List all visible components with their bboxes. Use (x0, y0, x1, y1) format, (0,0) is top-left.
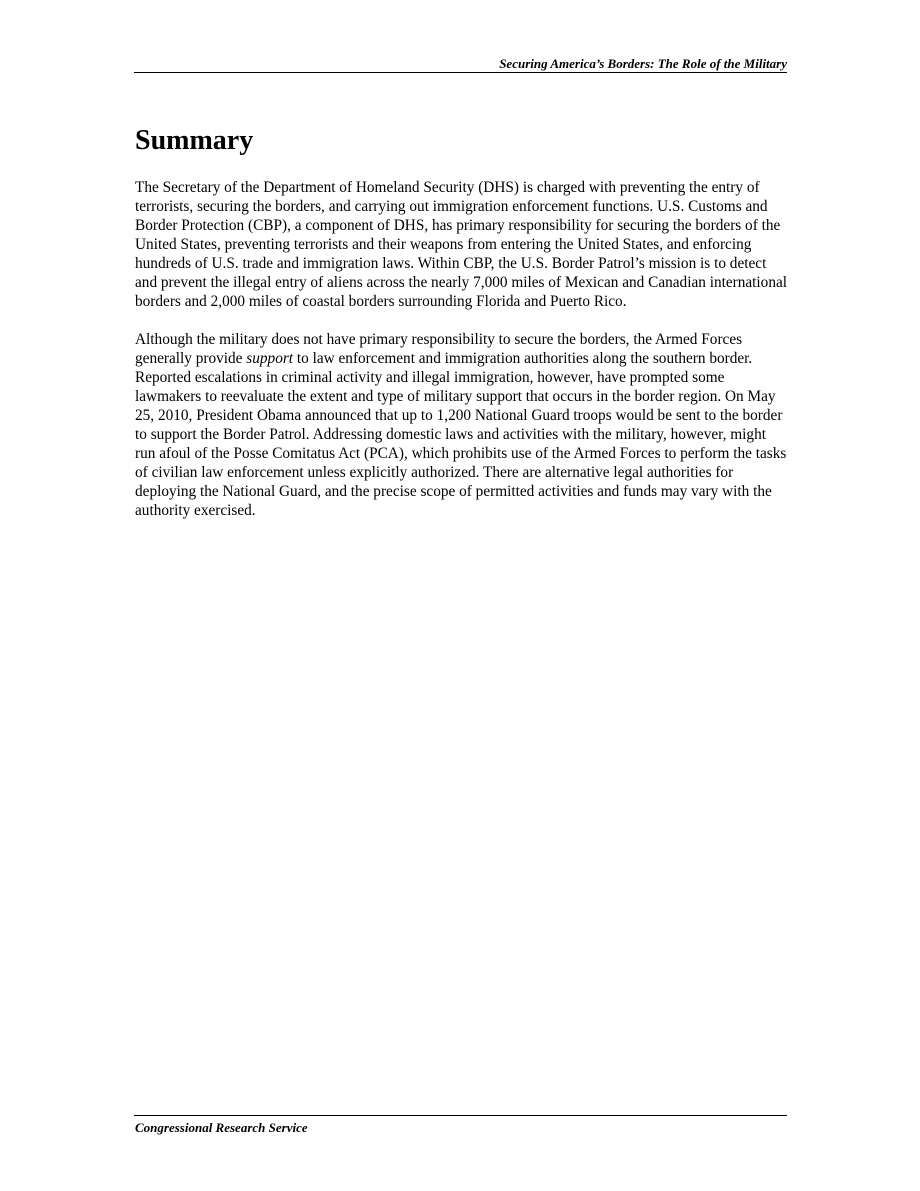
summary-body (135, 178, 790, 539)
page-title: Summary (135, 125, 254, 156)
running-footer: Congressional Research Service (135, 1120, 308, 1135)
paragraph-2-text-end: to law enforcement and immigration authorities along the southern border. Reported escalations in criminal activity and illegal immigration, however, have prompted some lawmakers to reevaluate the extent and type of military support that occurs in the border region. On May 25, 2010, President Obama announced that up to 1,200 National Guard troops would be sent to the border to support the Border Patrol. Addressing domestic laws and activities with the military, however, might run afoul of the Posse Comitatus Act (PCA), which prohibits use of the Armed Forces to perform the tasks of civilian law enforcement unless explicitly authorized. There are alternative legal authorities for deploying the National Guard, and the precise scope of permitted activities and funds may vary with the authority exercised. (135, 350, 787, 519)
paragraph-2-text-start: Although the military does not have primary responsibility to secure the borders, the Armed Forces generally provide (135, 331, 743, 367)
footer-rule (134, 1115, 787, 1116)
summary-paragraph-1: The Secretary of the Department of Homeland Security (DHS) is charged with preventing the entry of terrorists, securing the borders, and carrying out immigration enforcement functions. U.S. Customs and Border Protection (CBP), a component of DHS, has primary responsibility for securing the borders of the United States, preventing terrorists and their weapons from entering the United States, and enforcing hundreds of U.S. trade and immigration laws. Within CBP, the U.S. Border Patrol’s mission is to detect and prevent the illegal entry of aliens across the nearly 7,000 miles of Mexican and Canadian international borders and 2,000 miles of coastal borders surrounding Florida and Puerto Rico. (135, 179, 788, 310)
summary-paragraph-2 (135, 330, 790, 520)
emphasis-support: support (246, 350, 294, 367)
running-header (134, 56, 787, 73)
running-header-title: Securing America’s Borders: The Role of the Military (499, 56, 787, 71)
